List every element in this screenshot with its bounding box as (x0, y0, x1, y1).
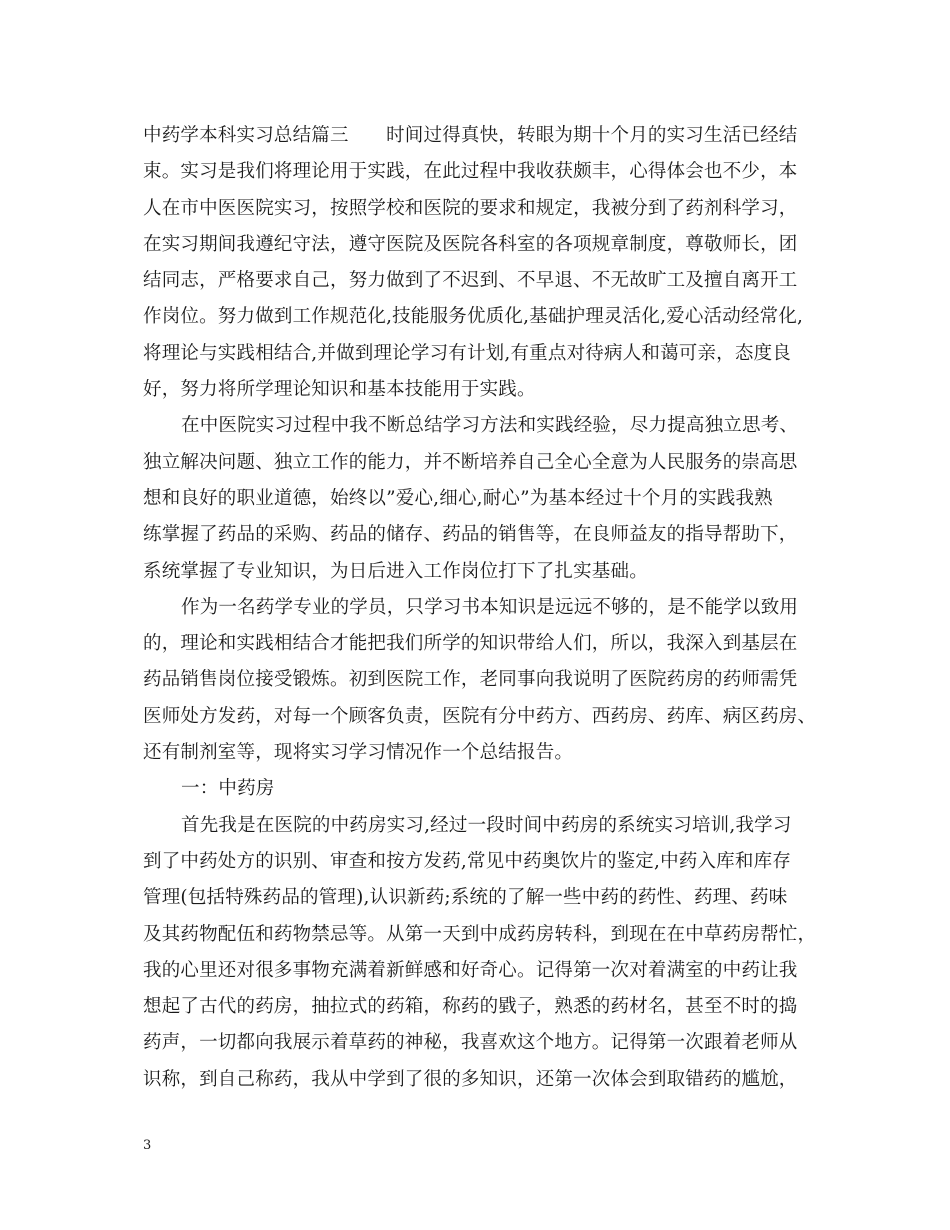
text-line: 想和良好的职业道德，始终以”爱心,细心,耐心”为基本经过十个月的实践我熟 (143, 487, 773, 509)
section-heading: 一：中药房 (181, 778, 275, 800)
text-line: 好，努力将所学理论知识和基本技能用于实践。 (143, 379, 536, 401)
text-line: 作岗位。努力做到工作规范化,技能服务优质化,基础护理灵活化,爱心活动经常化, (143, 306, 804, 328)
text-line: 中药学本科实习总结篇三 时间过得真快，转眼为期十个月的实习生活已经结 (143, 125, 798, 146)
text-line: 想起了古代的药房，抽拉式的药箱，称药的戥子，熟悉的药材名，甚至不时的捣 (143, 996, 798, 1018)
text-line: 人在市中医医院实习，按照学校和医院的要求和规定，我被分到了药剂科学习， (143, 197, 798, 219)
page-number: 3 (143, 1138, 152, 1153)
body-text (143, 118, 823, 1098)
text-line: 独立解决问题、独立工作的能力，并不断培养自己全心全意为人民服务的崇高思 (143, 451, 798, 473)
text-line: 我的心里还对很多事物充满着新鲜感和好奇心。记得第一次对着满室的中药让我 (143, 959, 798, 981)
text-line: 结同志，严格要求自己，努力做到了不迟到、不早退、不无故旷工及擅自离开工 (143, 270, 798, 292)
text-line: 练掌握了药品的采购、药品的储存、药品的销售等，在良师益友的指导帮助下， (143, 524, 798, 546)
text-line: 药品销售岗位接受锻炼。初到医院工作，老同事向我说明了医院药房的药师需凭 (143, 669, 798, 691)
text-line: 医师处方发药，对每一个顾客负责，医院有分中药方、西药房、药库、病区药房、 (143, 705, 817, 727)
text-line: 将理论与实践相结合,并做到理论学习有计划,有重点对待病人和蔼可亲，态度良 (143, 342, 791, 364)
text-line: 还有制剂室等，现将实习学习情况作一个总结报告。 (143, 742, 574, 764)
text-line: 及其药物配伍和药物禁忌等。从第一天到中成药房转科，到现在在中草药房帮忙， (143, 923, 817, 945)
text-line: 在中医院实习过程中我不断总结学习方法和实践经验，尽力提高独立思考、 (181, 415, 799, 437)
text-line: 系统掌握了专业知识，为日后进入工作岗位打下了扎实基础。 (143, 560, 648, 582)
text-line: 管理(包括特殊药品的管理),认识新药;系统的了解一些中药的药性、药理、药味 (143, 887, 788, 909)
text-line: 在实习期间我遵纪守法，遵守医院及医院各科室的各项规章制度，尊敬师长，团 (143, 233, 798, 255)
text-line: 的，理论和实践相结合才能把我们所学的知识带给人们，所以，我深入到基层在 (143, 633, 798, 655)
text-line: 束。实习是我们将理论用于实践，在此过程中我收获颇丰，心得体会也不少，本 (143, 161, 798, 183)
text-line: 到了中药处方的识别、审查和按方发药,常见中药奥饮片的鉴定,中药入库和库存 (143, 850, 791, 872)
text-line: 作为一名药学专业的学员，只学习书本知识是远远不够的，是不能学以致用 (181, 596, 799, 618)
text-line: 首先我是在医院的中药房实习,经过一段时间中药房的系统实习培训,我学习 (181, 814, 792, 836)
text-line: 识称，到自己称药，我从中学到了很的多知识，还第一次体会到取错药的尴尬， (143, 1068, 798, 1090)
text-line: 药声，一切都向我展示着草药的神秘，我喜欢这个地方。记得第一次跟着老师从 (143, 1032, 798, 1054)
